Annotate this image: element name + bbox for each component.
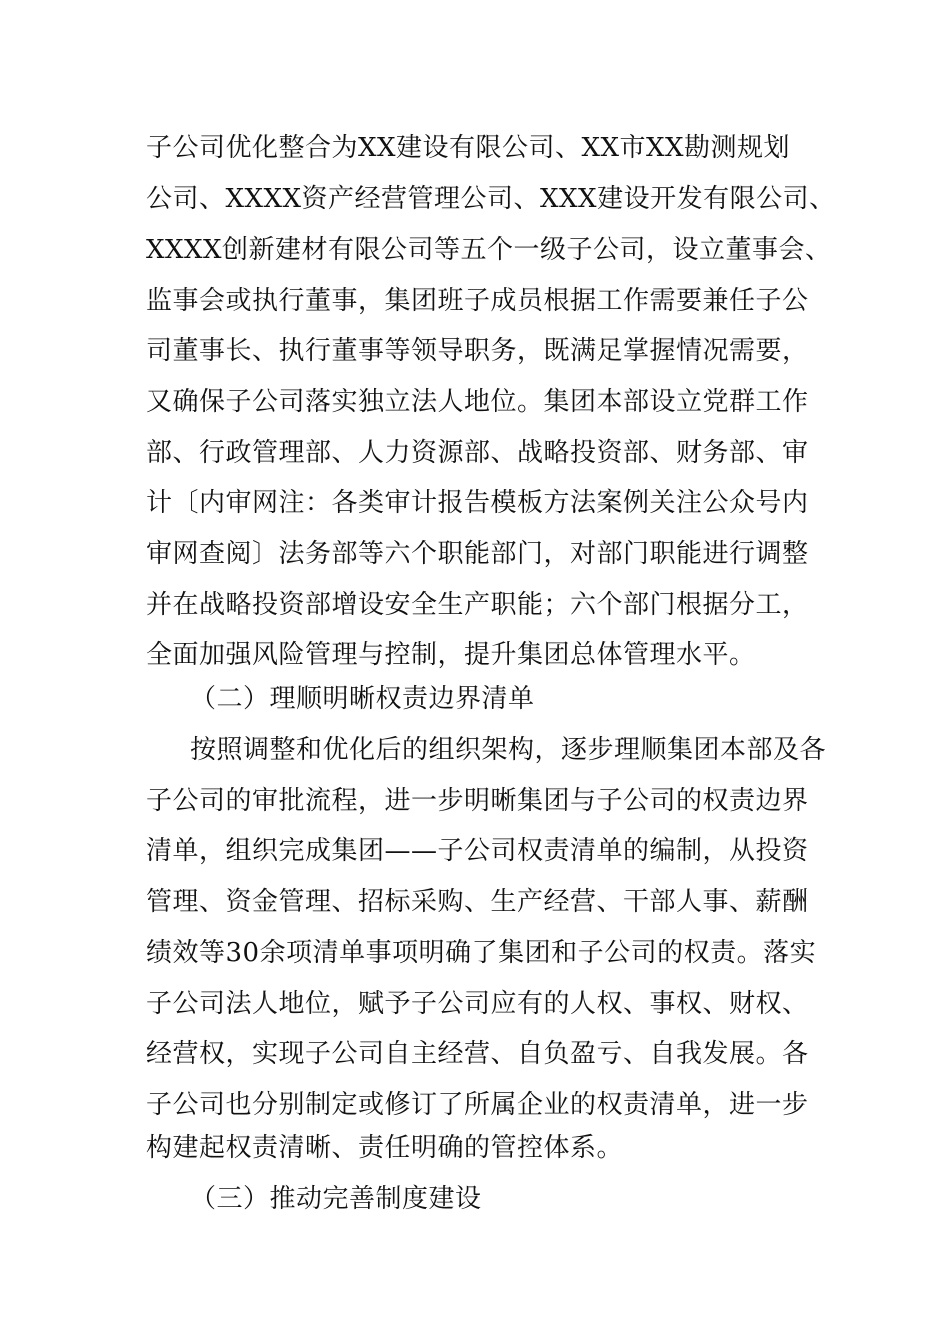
paragraph-2-line-3: 清单，组织完成集团——子公司权责清单的编制，从投资 — [146, 836, 809, 866]
paragraph-1-line-7: 部、行政管理部、人力资源部、战略投资部、财务部、审 — [146, 438, 809, 468]
paragraph-2-line-2: 子公司的审批流程，进一步明晰集团与子公司的权责边界 — [146, 786, 809, 816]
paragraph-2-line-9: 构建起权责清晰、责任明确的管控体系。 — [146, 1133, 624, 1163]
paragraph-1-line-11: 全面加强风险管理与控制，提升集团总体管理水平。 — [146, 640, 756, 670]
section-heading-2: （二）理顺明晰权责边界清单 — [190, 684, 535, 714]
paragraph-2-line-1: 按照调整和优化后的组织架构，逐步理顺集团本部及各 — [190, 735, 827, 765]
paragraph-1-line-2: 公司、XXXX资产经营管理公司、XXX建设开发有限公司、 — [146, 184, 836, 214]
paragraph-2-line-7: 经营权，实现子公司自主经营、自负盈亏、自我发展。各 — [146, 1039, 809, 1069]
paragraph-1-line-5: 司董事长、执行董事等领导职务，既满足掌握情况需要， — [146, 336, 809, 366]
paragraph-1-line-4: 监事会或执行董事，集团班子成员根据工作需要兼任子公 — [146, 286, 809, 316]
paragraph-2-line-5: 绩效等30余项清单事项明确了集团和子公司的权责。落实 — [146, 938, 817, 968]
paragraph-2-line-4: 管理、资金管理、招标采购、生产经营、干部人事、薪酬 — [146, 887, 809, 917]
paragraph-1-line-8: 计〔内审网注：各类审计报告模板方法案例关注公众号内 — [146, 488, 809, 518]
paragraph-2-line-6: 子公司法人地位，赋予子公司应有的人权、事权、财权、 — [146, 989, 809, 1019]
paragraph-1-line-10: 并在战略投资部增设安全生产职能；六个部门根据分工， — [146, 590, 809, 620]
paragraph-1-line-6: 又确保子公司落实独立法人地位。集团本部设立党群工作 — [146, 387, 809, 417]
paragraph-1-line-3: XXXX创新建材有限公司等五个一级子公司，设立董事会、 — [146, 235, 832, 265]
paragraph-1-line-9: 审网查阅〕法务部等六个职能部门，对部门职能进行调整 — [146, 539, 809, 569]
paragraph-1-line-1: 子公司优化整合为XX建设有限公司、XX市XX勘测规划 — [146, 133, 791, 163]
section-heading-3: （三）推动完善制度建设 — [190, 1184, 482, 1214]
paragraph-2-line-8: 子公司也分别制定或修订了所属企业的权责清单，进一步 — [146, 1090, 809, 1120]
